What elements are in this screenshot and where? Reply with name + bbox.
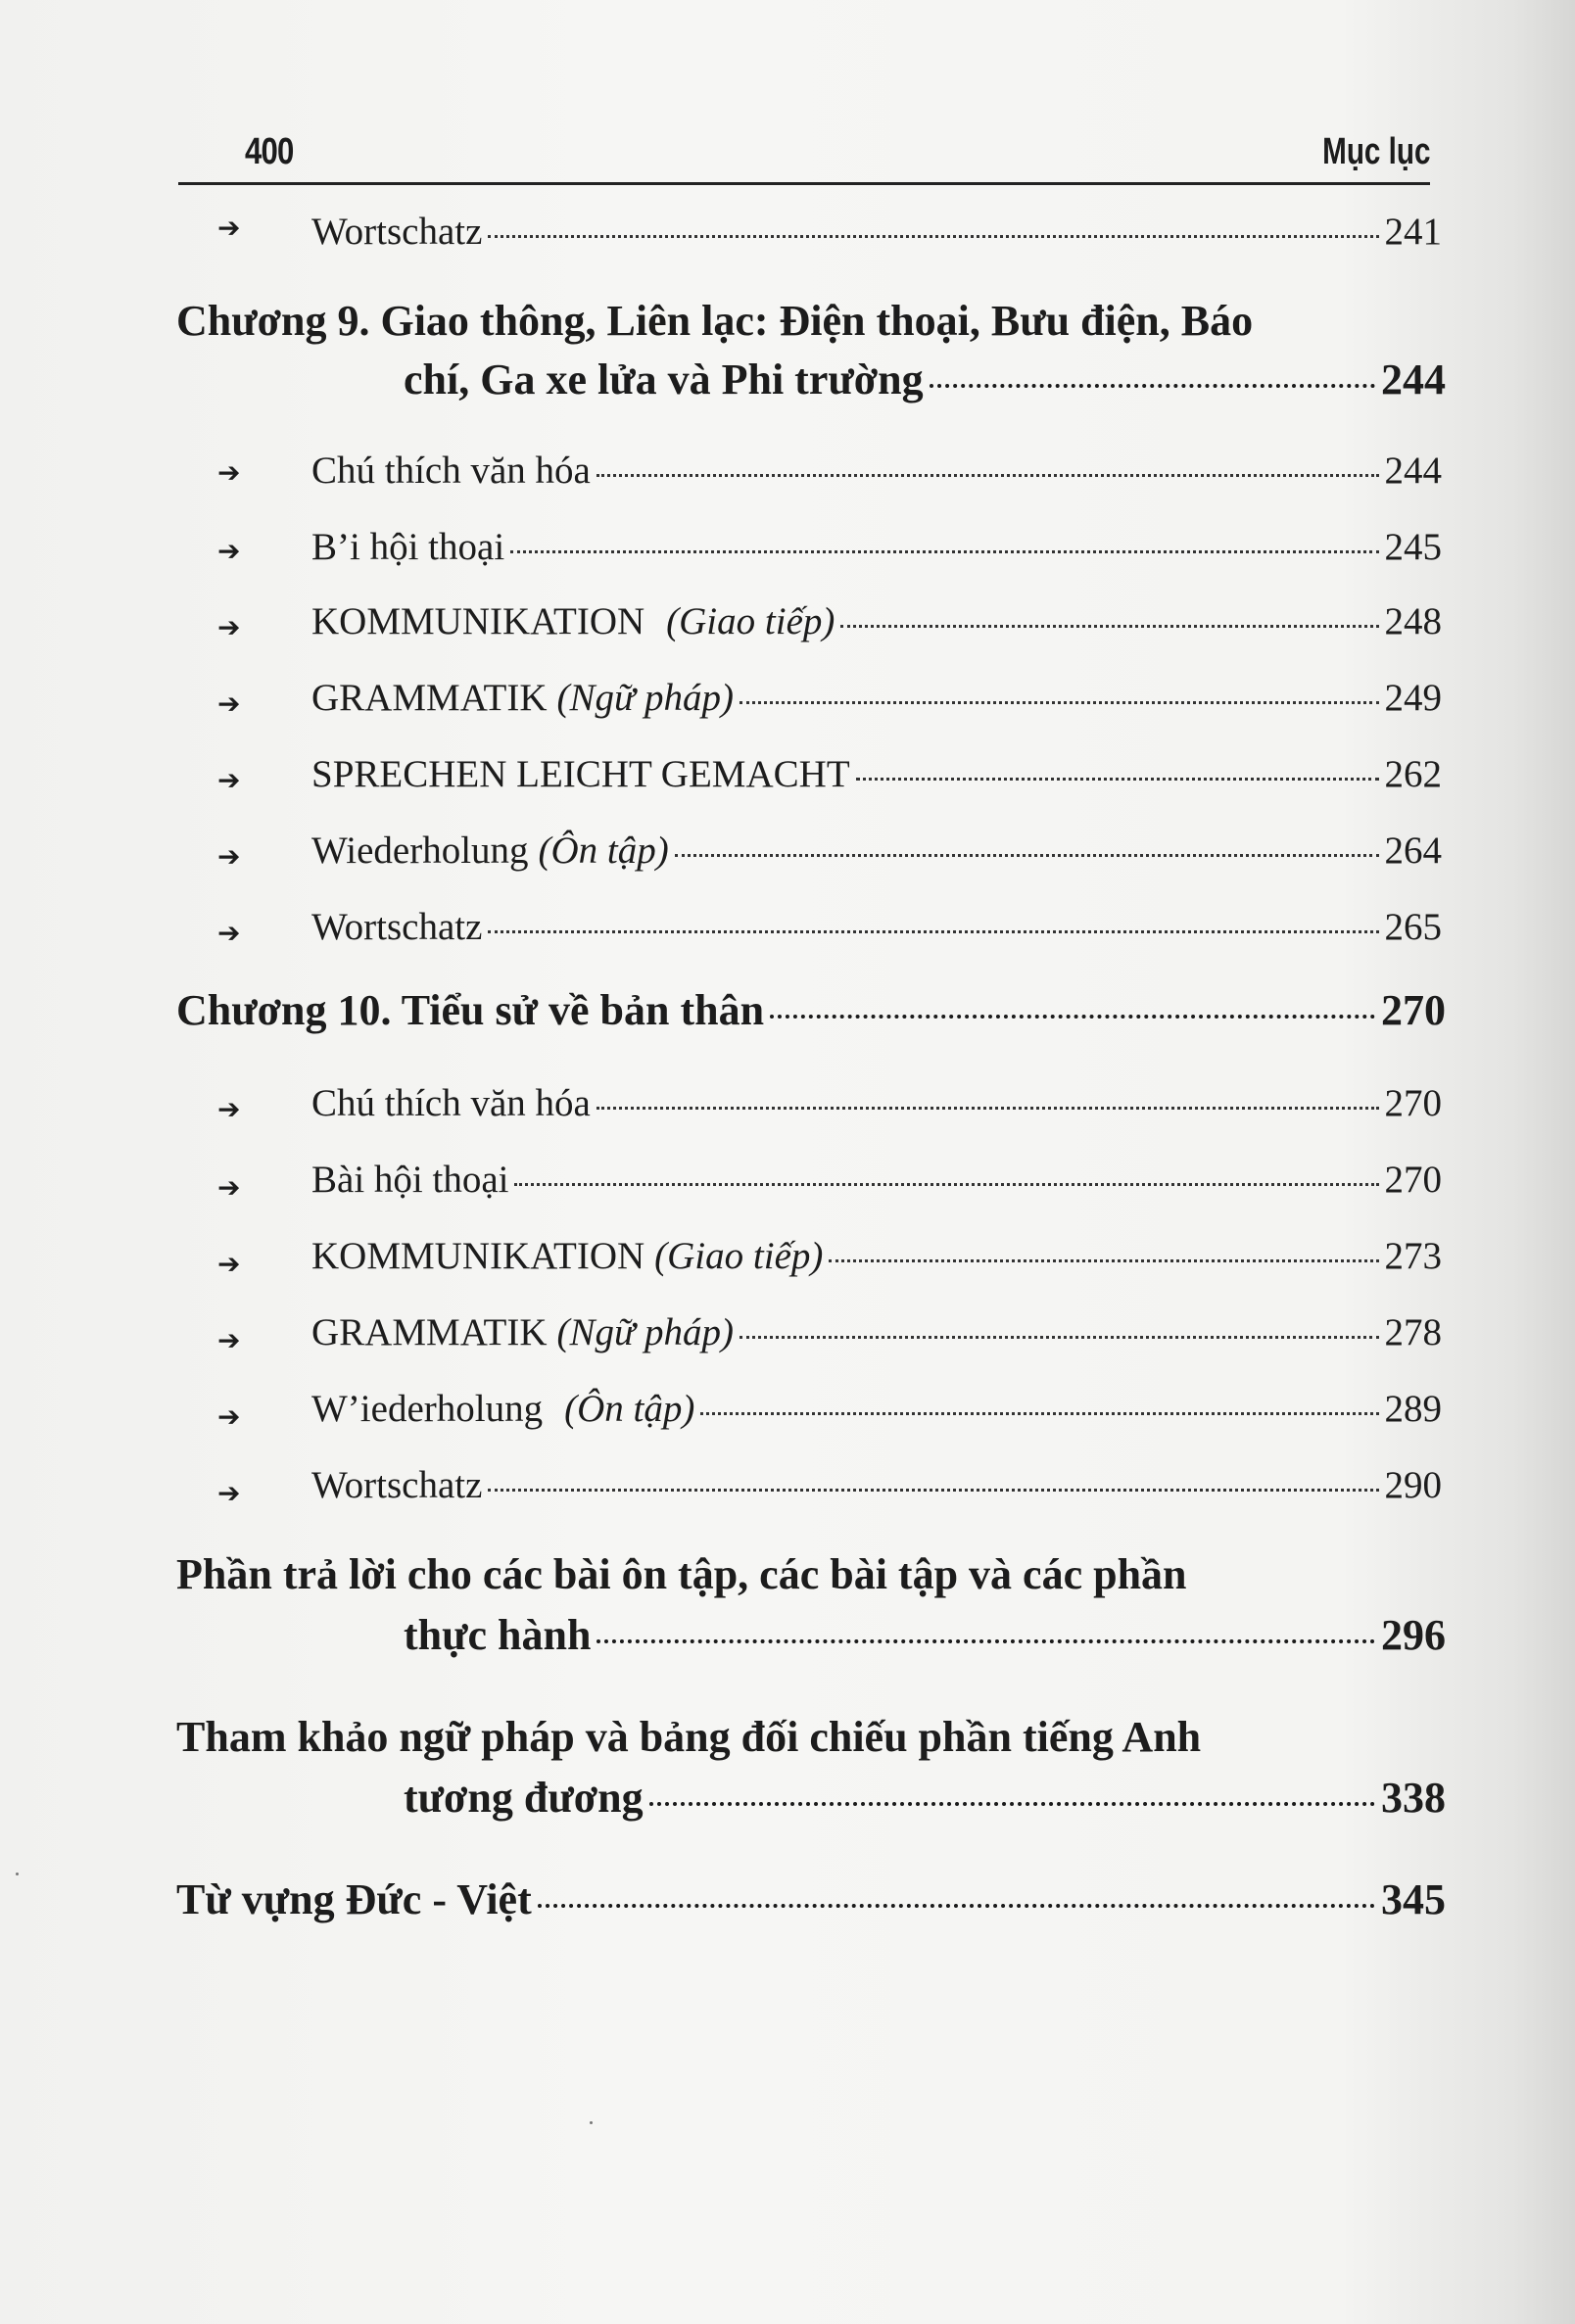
toc-item[interactable] bbox=[311, 449, 1442, 493]
right-arrow-icon: ➔ bbox=[217, 1400, 241, 1433]
dot-leader bbox=[740, 701, 1378, 704]
toc-item-label: KOMMUNIKATION bbox=[311, 600, 645, 642]
toc-item[interactable] bbox=[311, 525, 1442, 569]
dot-leader bbox=[597, 474, 1379, 477]
toc-item-page: 248 bbox=[1384, 600, 1442, 642]
toc-item-wortschatz-ch8[interactable] bbox=[311, 210, 1442, 254]
toc-item-page: 278 bbox=[1384, 1311, 1442, 1353]
toc-item-label: B’i hội thoại bbox=[311, 526, 505, 568]
dot-leader bbox=[649, 1802, 1375, 1806]
dot-leader bbox=[597, 1639, 1375, 1643]
toc-item-page: 265 bbox=[1384, 906, 1442, 948]
toc-item-note: (Ôn tập) bbox=[538, 830, 669, 872]
right-arrow-icon: ➔ bbox=[217, 764, 241, 796]
toc-item[interactable] bbox=[311, 905, 1442, 949]
dot-leader bbox=[488, 235, 1378, 238]
toc-item[interactable] bbox=[311, 676, 1442, 720]
right-arrow-icon: ➔ bbox=[217, 1324, 241, 1356]
toc-item-label: KOMMUNIKATION bbox=[311, 1235, 645, 1277]
header-rule bbox=[178, 182, 1430, 185]
toc-item-note: (Ngữ pháp) bbox=[556, 1311, 735, 1353]
toc-item-page: 290 bbox=[1384, 1464, 1442, 1506]
grammar-ref-title-line2: tương đương bbox=[404, 1774, 644, 1822]
dot-leader bbox=[488, 930, 1378, 933]
toc-item-page: 241 bbox=[1384, 211, 1442, 253]
toc-item-page: 289 bbox=[1384, 1388, 1442, 1430]
toc-item[interactable] bbox=[311, 829, 1442, 873]
dot-leader bbox=[597, 1107, 1379, 1110]
toc-item-page: 270 bbox=[1384, 1159, 1442, 1201]
toc-item-label: Wortschatz bbox=[311, 906, 483, 948]
toc-item-page: 245 bbox=[1384, 526, 1442, 568]
toc-item-label: W’iederholung bbox=[311, 1388, 544, 1430]
toc-item-label: Wortschatz bbox=[311, 211, 483, 253]
dot-leader bbox=[770, 1015, 1375, 1019]
dot-leader bbox=[488, 1489, 1378, 1492]
paper-speck bbox=[590, 2121, 593, 2124]
vocabulary-page: 345 bbox=[1381, 1875, 1446, 1923]
dot-leader bbox=[514, 1183, 1378, 1186]
toc-item-page: 270 bbox=[1384, 1082, 1442, 1124]
toc-item-label: Chú thích văn hóa bbox=[311, 450, 591, 492]
grammar-ref-page: 338 bbox=[1381, 1774, 1446, 1822]
answers-title[interactable] bbox=[404, 1610, 1446, 1660]
dot-leader bbox=[675, 854, 1379, 857]
toc-item-page: 264 bbox=[1384, 830, 1442, 872]
toc-item-page: 273 bbox=[1384, 1235, 1442, 1277]
right-arrow-icon: ➔ bbox=[217, 1171, 241, 1204]
dot-leader bbox=[840, 625, 1378, 628]
dot-leader bbox=[930, 384, 1375, 388]
toc-item[interactable] bbox=[311, 599, 1442, 643]
toc-item-note: (Ôn tập) bbox=[564, 1388, 695, 1430]
right-arrow-icon: ➔ bbox=[217, 535, 241, 567]
dot-leader bbox=[700, 1412, 1378, 1415]
toc-item[interactable] bbox=[311, 1081, 1442, 1125]
page-header bbox=[178, 125, 1430, 180]
chapter-9-page: 244 bbox=[1381, 356, 1446, 403]
right-arrow-icon: ➔ bbox=[217, 456, 241, 489]
toc-item-label: Wortschatz bbox=[311, 1464, 483, 1506]
toc-item-page: 262 bbox=[1384, 753, 1442, 795]
answers-title-line1[interactable]: Phần trả lời cho các bài ôn tập, các bài tập và các phần bbox=[176, 1550, 1187, 1598]
chapter-10-title-text: Chương 10. Tiểu sử về bản thân bbox=[176, 986, 765, 1034]
toc-item-note: (Ngữ pháp) bbox=[556, 677, 735, 719]
toc-item[interactable] bbox=[311, 1158, 1442, 1202]
answers-title-line2: thực hành bbox=[404, 1611, 592, 1659]
toc-item-page: 244 bbox=[1384, 450, 1442, 492]
toc-item[interactable] bbox=[311, 1463, 1442, 1507]
right-arrow-icon: ➔ bbox=[217, 611, 241, 643]
grammar-ref-title-line1[interactable]: Tham khảo ngữ pháp và bảng đối chiếu phần tiếng Anh bbox=[176, 1713, 1202, 1761]
answers-page: 296 bbox=[1381, 1611, 1446, 1659]
toc-item-note: (Giao tiếp) bbox=[666, 600, 835, 642]
chapter-9-title[interactable] bbox=[404, 355, 1446, 404]
toc-item-note: (Giao tiếp) bbox=[654, 1235, 824, 1277]
toc-item[interactable] bbox=[311, 1234, 1442, 1278]
dot-leader bbox=[829, 1259, 1378, 1262]
dot-leader bbox=[740, 1336, 1378, 1339]
toc-item-label: SPRECHEN LEICHT GEMACHT bbox=[311, 753, 850, 795]
toc-item-label: Bài hội thoại bbox=[311, 1159, 509, 1201]
right-arrow-icon: ➔ bbox=[217, 840, 241, 873]
toc-item-label: Wiederholung bbox=[311, 830, 529, 872]
toc-item-page: 249 bbox=[1384, 677, 1442, 719]
toc-item[interactable] bbox=[311, 752, 1442, 796]
running-title: Mục lục bbox=[1321, 131, 1430, 172]
chapter-10-page: 270 bbox=[1381, 986, 1446, 1034]
toc-item[interactable] bbox=[311, 1387, 1442, 1431]
right-arrow-icon: ➔ bbox=[217, 1477, 241, 1509]
dot-leader bbox=[510, 550, 1378, 553]
chapter-9-title-line2: chí, Ga xe lửa và Phi trường bbox=[404, 356, 924, 403]
toc-item-label: GRAMMATIK bbox=[311, 1311, 548, 1353]
toc-item-label: GRAMMATIK bbox=[311, 677, 548, 719]
chapter-9-title-line1[interactable]: Chương 9. Giao thông, Liên lạc: Điện thoại, Bưu điện, Báo bbox=[176, 297, 1254, 345]
right-arrow-icon: ➔ bbox=[217, 1093, 241, 1125]
chapter-10-title[interactable] bbox=[176, 985, 1446, 1035]
right-arrow-icon: ➔ bbox=[217, 917, 241, 949]
dot-leader bbox=[538, 1904, 1375, 1908]
grammar-ref-title[interactable] bbox=[404, 1773, 1446, 1823]
vocabulary-title[interactable] bbox=[176, 1874, 1446, 1924]
right-arrow-icon: ➔ bbox=[217, 688, 241, 720]
page-number: 400 bbox=[245, 131, 294, 172]
toc-item-label: Chú thích văn hóa bbox=[311, 1082, 591, 1124]
right-arrow-icon: ➔ bbox=[217, 212, 241, 244]
toc-item[interactable] bbox=[311, 1310, 1442, 1354]
vocabulary-title-text: Từ vựng Đức - Việt bbox=[176, 1875, 532, 1923]
paper-speck bbox=[16, 1873, 19, 1875]
dot-leader bbox=[856, 778, 1379, 781]
right-arrow-icon: ➔ bbox=[217, 1248, 241, 1280]
